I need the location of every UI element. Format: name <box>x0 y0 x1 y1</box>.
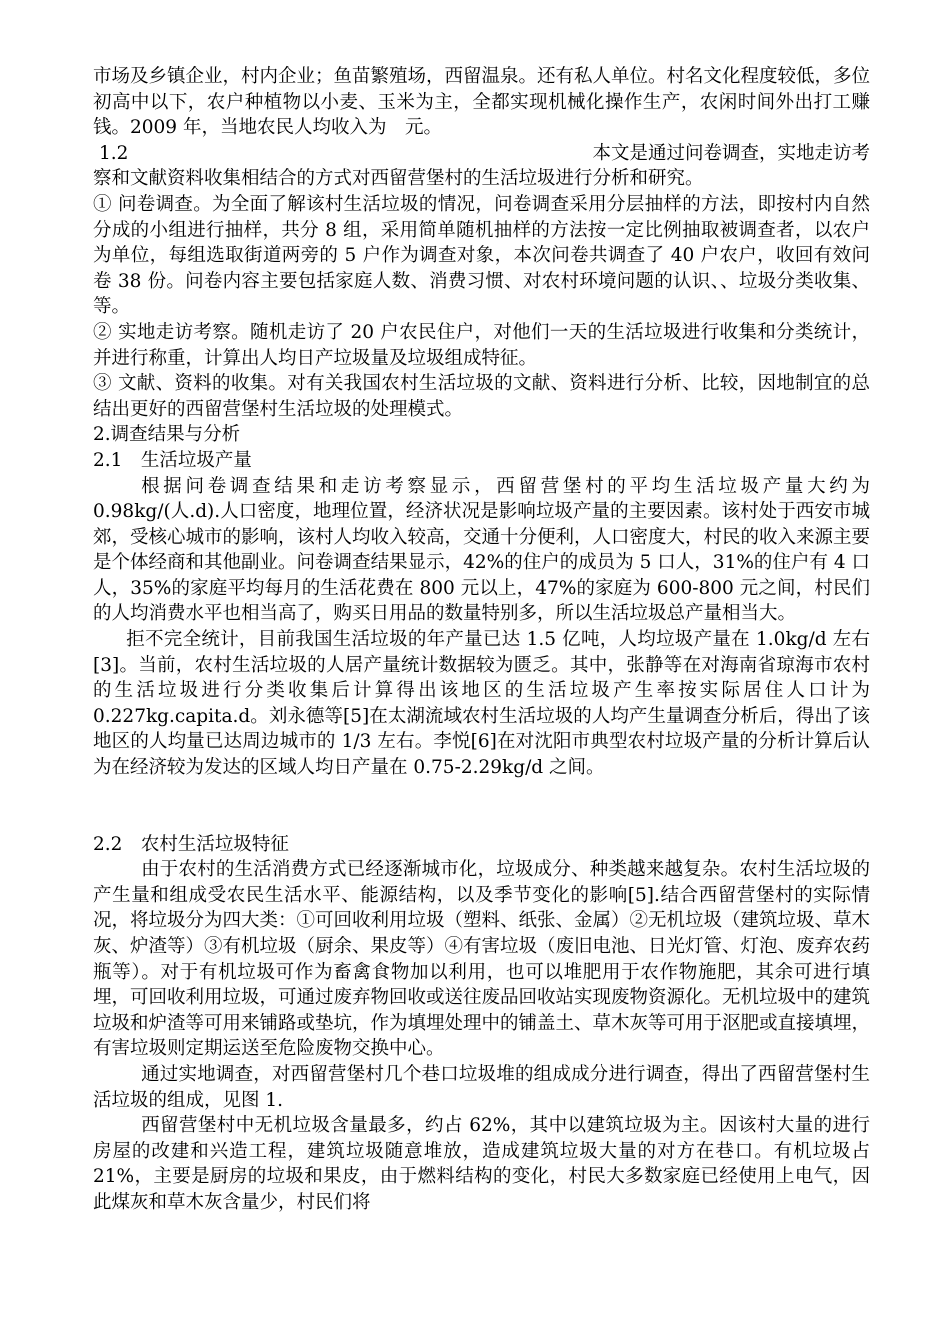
intro-paragraph: 市场及乡镇企业，村内企业；鱼苗繁殖场，西留温泉。还有私人单位。村名文化程度较低，多位初高中以下，农户种植物以小麦、玉米为主，全都实现机械化操作生产，农闲时间外出打工赚钱。2009 年，当地农民人均收入为 元。 <box>93 66 871 139</box>
blank-line <box>93 781 870 832</box>
method-questionnaire-paragraph: ① 问卷调查。为全面了解该村生活垃圾的情况，问卷调查采用分层抽样的方法，即按村内自然分成的小组进行抽样，共分 8 组，采用简单随机抽样的方法按一定比例抽取被调查者，以农户为单位，每组选取街道两旁的 5 户作为调查对象，本次问卷共调查了 40 户农户，收回有效问卷 38 份。问卷内容主要包括家庭人数、消费习惯、对农村环境问题的认识、、垃圾分类收集、等。 <box>93 193 870 318</box>
section-2-2-paragraph-1: 由于农村的生活消费方式已经逐渐城市化，垃圾成分、种类越来越复杂。农村生活垃圾的产生量和组成受农民生活水平、能源结构，以及季节变化的影响[5].结合西留营堡村的实际情况，将垃圾分为四大类：①可回收利用垃圾（塑料、纸张、金属）②无机垃圾（建筑垃圾、草木灰、炉渣等）③有机垃圾（厨余、果皮等）④有害垃圾（废旧电池、日光灯管、灯泡、废弃农药瓶等）。对于有机垃圾可作为畜禽食物加以利用，也可以堆肥用于农作物施肥，其余可进行填埋，可回收利用垃圾，可通过废弃物回收或送往废品回收站实现废物资源化。无机垃圾中的建筑垃圾和炉渣等可用来铺路或垫坑，作为填埋处理中的铺盖土、草木灰等可用于沤肥或直接填埋，有害垃圾则定期运送至危险废物交换中心。 <box>93 859 871 1060</box>
method-literature-paragraph: ③ 文献、资料的收集。对有关我国农村生活垃圾的文献、资料进行分析、比较，因地制宜的总结出更好的西留营堡村生活垃圾的处理模式。 <box>93 373 870 420</box>
section-1-2-heading-row <box>93 141 870 167</box>
section-2-heading: 2.调查结果与分析 <box>93 424 241 446</box>
section-1-2-lead-text: 本文是通过问卷调查，实地走访考 <box>592 142 870 164</box>
section-2-1-paragraph-1: 根据问卷调查结果和走访考察显示，西留营堡村的平均生活垃圾产量大约为 0.98kg/(人.d).人口密度，地理位置，经济状况是影响垃圾产量的主要因素。该村处于西安市城郊，受核心城市的影响，该村人均收入较高，交通十分便利，人口密度大，村民的收入来源主要是个体经商和其他副业。问卷调查结果显示，42%的住户的成员为 5 口人，31%的住户有 4 口人，35%的家庭平均每月的生活花费在 800 元以上，47%的家庭为 600-800 元之间，村民们的人均消费水平也相当高了，购买日用品的数量特别多，所以生活垃圾总产量相当大。 <box>93 475 871 625</box>
section-2-2-heading: 2.2 农村生活垃圾特征 <box>93 833 289 855</box>
section-1-2-number: 1.2 <box>99 142 129 164</box>
section-1-2-continuation: 察和文献资料收集相结合的方式对西留营堡村的生活垃圾进行分析和研究。 <box>93 168 704 190</box>
section-2-1-paragraph-2: 拒不完全统计，目前我国生活垃圾的年产量已达 1.5 亿吨，人均垃圾产量在 1.0kg/d 左右[3]。当前，农村生活垃圾的人居产量统计数据较为匮乏。其中，张静等在对海南省琼海市农村的生活垃圾进行分类收集后计算得出该地区的生活垃圾产生率按实际居住人口计为 0.227kg.capita.d。刘永德等[5]在太湖流域农村生活垃圾的人均产生量调查分析后，得出了该地区的人均量已达周边城市的 1/3 左右。李悦[6]在对沈阳市典型农村垃圾产量的分析计算后认为在经济较为发达的区域人均日产量在 0.75-2.29kg/d 之间。 <box>93 629 870 779</box>
method-field-visit-paragraph: ② 实地走访考察。随机走访了 20 户农民住户，对他们一天的生活垃圾进行收集和分类统计，并进行称重，计算出人均日产垃圾量及垃圾组成特征。 <box>93 321 870 369</box>
section-2-2-paragraph-3: 西留营堡村中无机垃圾含量最多，约占 62%，其中以建筑垃圾为主。因该村大量的进行房屋的改建和兴造工程，建筑垃圾随意堆放，造成建筑垃圾大量的对方在巷口。有机垃圾占 21%，主要是厨房的垃圾和果皮，由于燃料结构的变化，村民大多数家庭已经使用上电气，因此煤灰和草木灰含量少，村民们将 <box>93 1115 870 1213</box>
section-2-1-heading: 2.1 生活垃圾产量 <box>93 449 252 471</box>
section-2-2-paragraph-2: 通过实地调查，对西留营堡村几个巷口垃圾堆的组成成分进行调查，得出了西留营堡村生活垃圾的组成，见图 1. <box>93 1063 870 1111</box>
